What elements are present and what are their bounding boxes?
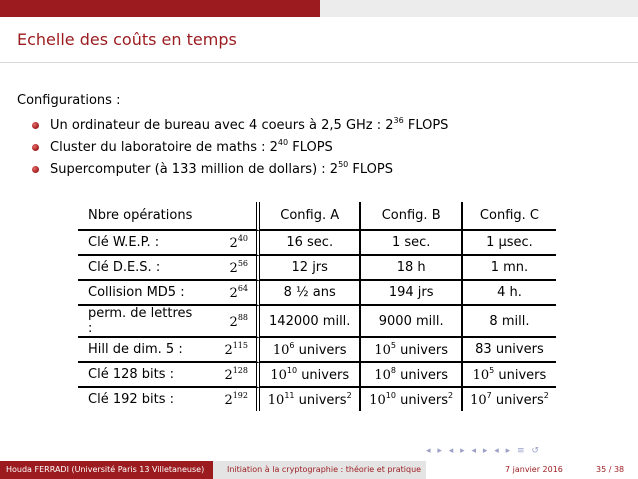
top-bar-left	[0, 0, 320, 17]
table-row	[78, 231, 556, 256]
row-count: $2^{56}$	[196, 256, 260, 281]
bullet-tail: FLOPS	[403, 118, 449, 133]
footer-bar	[0, 461, 638, 479]
footer-author: Houda FERRADI (Université Paris 13 Villetaneuse)	[6, 465, 205, 474]
cell-config-a: 12 jrs	[260, 256, 361, 281]
row-label: Collision MD5 :	[78, 281, 196, 306]
cell-config-a: 8 ½ ans	[260, 281, 361, 306]
footer-page-number: 35 / 38	[596, 465, 625, 474]
config-list	[30, 116, 448, 182]
cell-config-b: 1 sec.	[361, 231, 462, 256]
bullet-tail: FLOPS	[348, 162, 393, 177]
cost-table-container	[78, 202, 556, 409]
row-count: $2^{192}$	[196, 388, 260, 411]
bullet-text: Cluster du laboratoire de maths : 2	[50, 140, 278, 155]
cell-config-c: 83 univers	[463, 338, 556, 363]
row-label: perm. de lettres :	[78, 306, 196, 338]
row-label: Clé 192 bits :	[88, 392, 175, 407]
table-row	[78, 306, 556, 338]
footer-talk-title: Initiation à la cryptographie : théorie et pratique	[227, 465, 422, 474]
cell-config-a: 142000 mill.	[260, 306, 361, 338]
cell-config-c: 4 h.	[463, 281, 556, 306]
top-bar	[0, 0, 638, 17]
beamer-nav-icons[interactable]: ◂ ▸ ◂ ▸ ◂ ▸ ◂ ▸ ≡ ↺	[426, 446, 541, 456]
cell-config-c: $10^5$ univers	[463, 363, 556, 388]
header-config-c: Config. C	[463, 202, 556, 231]
cell-config-b: $10^5$ univers	[361, 338, 462, 363]
cell-config-a: 16 sec.	[260, 231, 361, 256]
table-header-row	[78, 202, 556, 231]
cell-config-a: $10^6$ univers	[260, 338, 361, 363]
header-operations: Nbre opérations	[78, 202, 260, 231]
row-label: Hill de dim. 5 :	[78, 338, 196, 363]
cell-config-c: 1 µsec.	[463, 231, 556, 256]
header-config-a: Config. A	[260, 202, 361, 231]
title-divider	[0, 62, 638, 63]
cell-config-b: 194 jrs	[361, 281, 462, 306]
cost-table	[78, 202, 556, 411]
top-bar-right	[320, 0, 638, 17]
table-row	[78, 338, 556, 363]
bullet-icon	[32, 144, 39, 151]
table-row	[78, 363, 556, 388]
cell-config-a: $10^{11}$ univers$^2$	[260, 388, 361, 411]
footer-date-box	[426, 461, 638, 479]
cell-config-b: $10^8$ univers	[361, 363, 462, 388]
cell-config-c: $10^7$ univers$^2$	[470, 391, 549, 408]
list-item	[30, 138, 448, 160]
bullet-tail: FLOPS	[288, 140, 333, 155]
configurations-label: Configurations :	[17, 93, 121, 108]
cell-config-c: 1 mn.	[463, 256, 556, 281]
cell-config-b: $10^{10}$ univers$^2$	[361, 388, 462, 411]
table-row	[78, 281, 556, 306]
header-config-b: Config. B	[361, 202, 462, 231]
table-row	[78, 388, 556, 411]
footer-talk-box	[213, 461, 426, 479]
cell-config-c: 8 mill.	[463, 306, 556, 338]
row-label: Clé 128 bits :	[78, 363, 196, 388]
bullet-icon	[32, 166, 39, 173]
table-row	[78, 256, 556, 281]
footer-author-box	[0, 461, 213, 479]
bullet-exponent: 36	[393, 116, 404, 125]
row-count: $2^{40}$	[196, 231, 260, 256]
cell-config-a: $10^{10}$ univers	[260, 363, 361, 388]
row-label: Clé W.E.P. :	[78, 231, 196, 256]
row-count: $2^{128}$	[196, 363, 260, 388]
row-count: $2^{64}$	[196, 281, 260, 306]
bullet-text: Un ordinateur de bureau avec 4 coeurs à 2,5 GHz : 2	[50, 118, 394, 133]
cell-config-b: 18 h	[361, 256, 462, 281]
bullet-text: Supercomputer (à 133 million de dollars) : 2	[50, 162, 339, 177]
list-item	[30, 160, 448, 182]
footer-date: 7 janvier 2016	[505, 465, 563, 474]
bullet-icon	[32, 122, 39, 129]
bullet-exponent: 50	[338, 160, 349, 169]
row-count: $2^{115}$	[196, 338, 260, 363]
row-label: Clé D.E.S. :	[78, 256, 196, 281]
row-count: $2^{88}$	[196, 306, 260, 338]
cell-config-b: 9000 mill.	[361, 306, 462, 338]
bullet-exponent: 40	[277, 138, 289, 147]
slide-title: Echelle des coûts en temps	[17, 30, 237, 49]
list-item	[30, 116, 448, 138]
